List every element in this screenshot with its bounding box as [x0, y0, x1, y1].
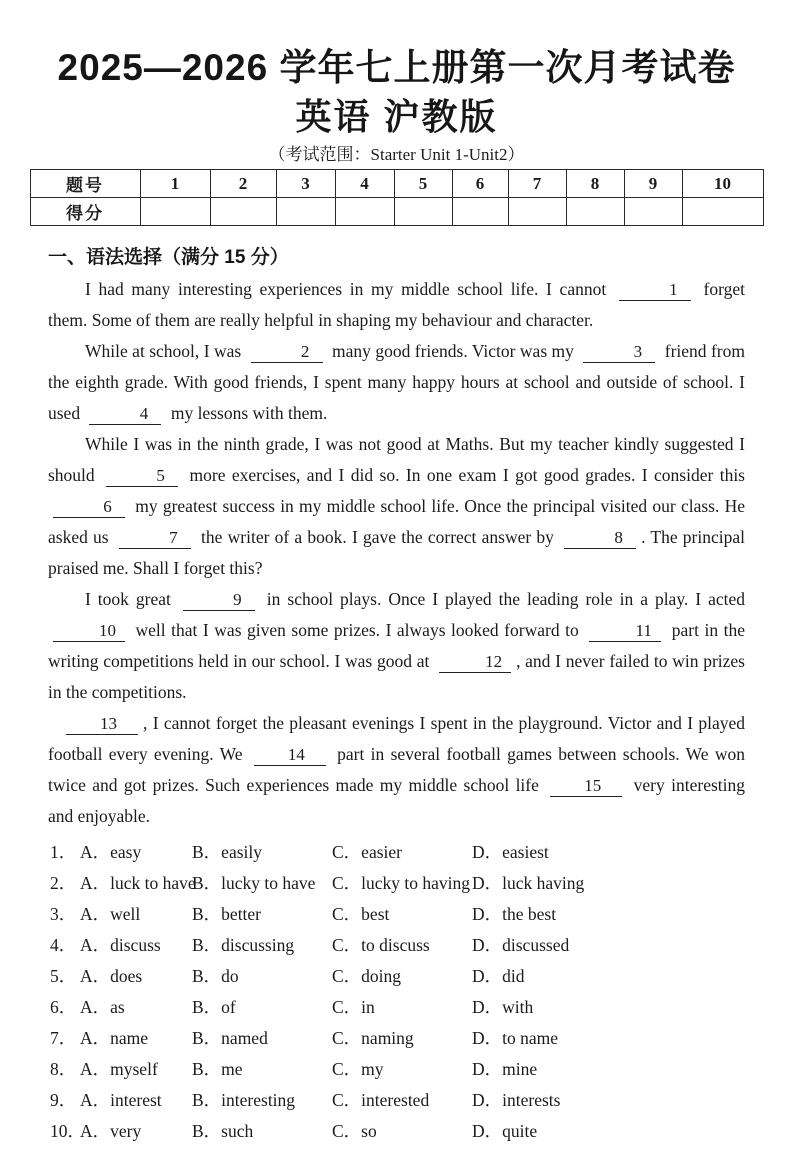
- option-b[interactable]: B．discussing: [192, 935, 295, 955]
- question-options-row: [50, 992, 745, 1023]
- question-number: 3．: [50, 904, 77, 924]
- question-options-row: [50, 1116, 745, 1147]
- cloze-blank-4[interactable]: 4: [89, 404, 161, 425]
- question-number-cell: 9: [624, 170, 682, 198]
- option-b[interactable]: B．interesting: [192, 1090, 296, 1110]
- option-d[interactable]: D．interests: [472, 1090, 561, 1110]
- section-title: 一、语法选择（满分 15 分）: [48, 247, 289, 268]
- question-number: 7．: [50, 1028, 77, 1048]
- cloze-blank-11[interactable]: 11: [589, 621, 661, 642]
- passage-paragraph: I had many interesting experiences in my middle school life. I cannot 1 forget them. Some of them are really helpful in shaping my behaviour and character.: [48, 279, 745, 330]
- option-b[interactable]: B．do: [192, 966, 239, 986]
- option-b[interactable]: B．such: [192, 1121, 254, 1141]
- question-number-cell: 1: [140, 170, 210, 198]
- question-number-cell: 8: [566, 170, 624, 198]
- option-c[interactable]: C．lucky to having: [332, 873, 471, 893]
- option-c[interactable]: C．best: [332, 904, 390, 924]
- exam-paper-page: [0, 44, 793, 1166]
- question-number: 10．: [50, 1121, 85, 1141]
- option-a[interactable]: A．discuss: [80, 935, 161, 955]
- question-number: 1．: [50, 842, 77, 862]
- question-number: 8．: [50, 1059, 77, 1079]
- option-a[interactable]: A．very: [80, 1121, 142, 1141]
- option-c[interactable]: C．easier: [332, 842, 402, 862]
- option-b[interactable]: B．lucky to have: [192, 873, 316, 893]
- passage-paragraph: 13 , I cannot forget the pleasant evenings I spent in the playground. Victor and I played football every evening. We 14 part in several football games between schools. We won twice and got prizes. Such experiences made my middle school life 15 very interesting and enjoyable.: [48, 713, 745, 826]
- option-b[interactable]: B．me: [192, 1059, 243, 1079]
- cloze-blank-9[interactable]: 9: [183, 590, 255, 611]
- question-options-row: [50, 837, 745, 868]
- option-d[interactable]: D．to name: [472, 1028, 559, 1048]
- score-input-cell[interactable]: [140, 198, 210, 226]
- option-c[interactable]: C．doing: [332, 966, 402, 986]
- exam-subtitle: 英语 沪教版: [295, 96, 498, 137]
- score-table: [30, 169, 764, 226]
- question-options-row: [50, 899, 745, 930]
- question-number: 4．: [50, 935, 77, 955]
- passage-paragraph: I took great 9 in school plays. Once I played the leading role in a play. I acted 10 well that I was given some prizes. I always looked forward to 11 part in the writing competitions held in our school. I was good at 12 , and I never failed to win prizes in the competitions.: [48, 589, 745, 702]
- option-d[interactable]: D．the best: [472, 904, 557, 924]
- score-input-cell[interactable]: [452, 198, 508, 226]
- question-number-label: 题号: [30, 170, 140, 198]
- option-a[interactable]: A．does: [80, 966, 143, 986]
- question-number-cell: 4: [335, 170, 394, 198]
- option-b[interactable]: B．better: [192, 904, 262, 924]
- score-input-cell[interactable]: [624, 198, 682, 226]
- question-number: 2．: [50, 873, 77, 893]
- option-a[interactable]: A．luck to have: [80, 873, 196, 893]
- option-a[interactable]: A．well: [80, 904, 141, 924]
- option-b[interactable]: B．easily: [192, 842, 262, 862]
- question-options-row: [50, 868, 745, 899]
- score-input-cell[interactable]: [566, 198, 624, 226]
- option-d[interactable]: D．did: [472, 966, 525, 986]
- option-d[interactable]: D．easiest: [472, 842, 549, 862]
- option-c[interactable]: C．interested: [332, 1090, 430, 1110]
- cloze-blank-10[interactable]: 10: [53, 621, 125, 642]
- option-d[interactable]: D．mine: [472, 1059, 538, 1079]
- option-c[interactable]: C．to discuss: [332, 935, 430, 955]
- exam-title: 2025—2026 学年七上册第一次月考试卷: [57, 47, 736, 88]
- cloze-blank-6[interactable]: 6: [53, 497, 125, 518]
- score-input-cell[interactable]: [394, 198, 452, 226]
- question-number-cell: 5: [394, 170, 452, 198]
- question-options-row: [50, 1023, 745, 1054]
- option-d[interactable]: D．luck having: [472, 873, 585, 893]
- cloze-passage: [48, 274, 745, 832]
- option-a[interactable]: A．name: [80, 1028, 149, 1048]
- passage-paragraph: While I was in the ninth grade, I was not good at Maths. But my teacher kindly suggested I should 5 more exercises, and I did so. In one exam I got good grades. I consider this 6 my greatest success in my middle school life. Once the principal visited our class. He asked us 7 the writer of a book. I gave the correct answer by 8 . The principal praised me. Shall I forget this?: [48, 434, 745, 578]
- cloze-blank-7[interactable]: 7: [119, 528, 191, 549]
- option-a[interactable]: A．easy: [80, 842, 142, 862]
- question-options-row: [50, 1085, 745, 1116]
- exam-scope: （考试范围：Starter Unit 1-Unit2）: [268, 145, 525, 164]
- exam-body: [48, 245, 745, 1147]
- cloze-blank-8[interactable]: 8: [564, 528, 636, 549]
- question-number-cell: 10: [682, 170, 763, 198]
- option-d[interactable]: D．quite: [472, 1121, 538, 1141]
- question-number-cell: 3: [276, 170, 335, 198]
- question-options-row: [50, 1054, 745, 1085]
- option-a[interactable]: A．myself: [80, 1059, 158, 1079]
- option-d[interactable]: D．with: [472, 997, 534, 1017]
- cloze-blank-15[interactable]: 15: [550, 776, 622, 797]
- question-number: 6．: [50, 997, 77, 1017]
- question-number: 5．: [50, 966, 77, 986]
- option-c[interactable]: C．my: [332, 1059, 384, 1079]
- option-c[interactable]: C．so: [332, 1121, 377, 1141]
- option-a[interactable]: A．interest: [80, 1090, 162, 1110]
- score-input-cell[interactable]: [682, 198, 763, 226]
- question-number: 9．: [50, 1090, 77, 1110]
- score-input-cell[interactable]: [335, 198, 394, 226]
- score-input-cell[interactable]: [508, 198, 566, 226]
- score-label: 得分: [30, 198, 140, 226]
- question-number-cell: 2: [210, 170, 276, 198]
- score-input-cell[interactable]: [210, 198, 276, 226]
- cloze-blank-13[interactable]: 13: [66, 714, 138, 735]
- option-c[interactable]: C．naming: [332, 1028, 414, 1048]
- cloze-blank-3[interactable]: 3: [583, 342, 655, 363]
- question-options-row: [50, 930, 745, 961]
- question-options-row: [50, 961, 745, 992]
- option-b[interactable]: B．of: [192, 997, 236, 1017]
- option-a[interactable]: A．as: [80, 997, 125, 1017]
- option-b[interactable]: B．named: [192, 1028, 268, 1048]
- options-list: [50, 837, 745, 1147]
- cloze-blank-12[interactable]: 12: [439, 652, 511, 673]
- score-table-header-row: [30, 170, 763, 198]
- cloze-blank-14[interactable]: 14: [254, 745, 326, 766]
- cloze-blank-1[interactable]: 1: [619, 280, 691, 301]
- score-table-score-row: [30, 198, 763, 226]
- cloze-blank-5[interactable]: 5: [106, 466, 178, 487]
- cloze-blank-2[interactable]: 2: [251, 342, 323, 363]
- question-number-cell: 7: [508, 170, 566, 198]
- option-d[interactable]: D．discussed: [472, 935, 570, 955]
- score-input-cell[interactable]: [276, 198, 335, 226]
- option-c[interactable]: C．in: [332, 997, 375, 1017]
- question-number-cell: 6: [452, 170, 508, 198]
- passage-paragraph: While at school, I was 2 many good friends. Victor was my 3 friend from the eighth grade. With good friends, I spent many happy hours at school and outside of school. I used 4 my lessons with them.: [48, 341, 745, 423]
